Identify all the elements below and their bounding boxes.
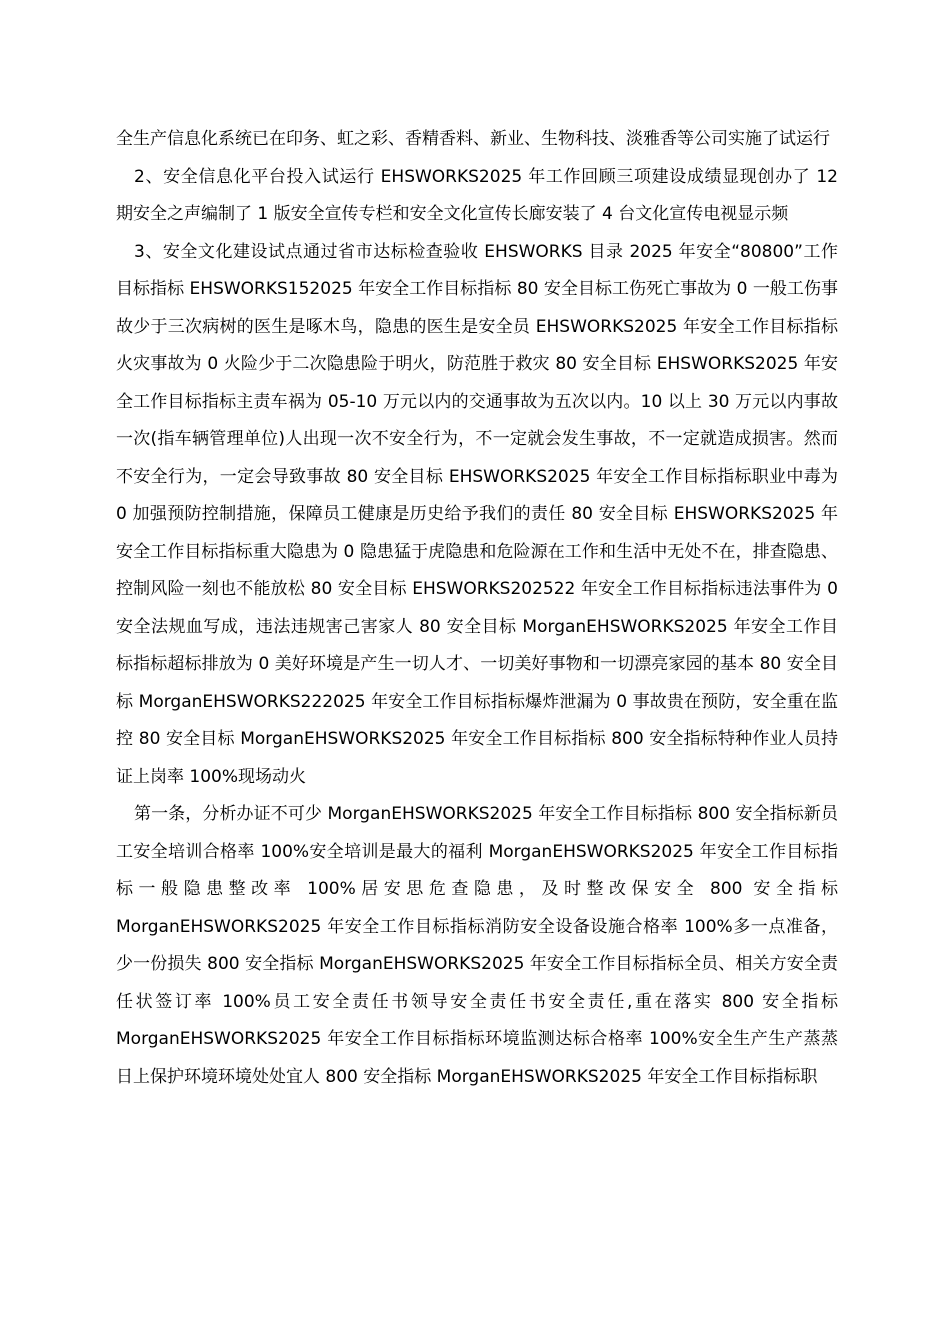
paragraph-item-3: 3、安全文化建设试点通过省市达标检查验收 EHSWORKS 目录 2025 年安全“80800”工作目标指标 EHSWORKS152025 年安全工作目标指标 80 安全目标工伤死亡事故为 0 一般工伤事故少于三次病树的医生是啄木鸟，隐患的医生是安全员 EHSWORKS2025 年安全工作目标指标火灾事故为 0 火险少于二次隐患险于明火，防范胜于救灾 80 安全目标 EHSWORKS2025 年安全工作目标指标主责车祸为 05-10 万元以内的交通事故为五次以内。10 以上 30 万元以内事故一次(指车辆管理单位)人出现一次不安全行为，不一定就会发生事故，不一定就造成损害。然而不安全行为，一定会导致事故 80 安全目标 EHSWORKS2025 年安全工作目标指标职业中毒为 0 加强预防控制措施，保障员工健康是历史给予我们的责任 80 安全目标 EHSWORKS2025 年安全工作目标指标重大隐患为 0 隐患猛于虎隐患和危险源在工作和生活中无处不在，排查隐患、控制风险一刻也不能放松 80 安全目标 EHSWORKS202522 年安全工作目标指标违法事件为 0 安全法规血写成，违法违规害己害家人 80 安全目标 MorganEHSWORKS2025 年安全工作目标指标超标排放为 0 美好环境是产生一切人才、一切美好事物和一切漂亮家园的基本 80 安全目标 MorganEHSWORKS222025 年安全工作目标指标爆炸泄漏为 0 事故贵在预防，安全重在监控 80 安全目标 MorganEHSWORKS2025 年安全工作目标指标 800 安全指标特种作业人员持证上岗率 100%现场动火 [116, 241, 839, 787]
document-body [116, 121, 838, 1096]
paragraph-item-2: 2、安全信息化平台投入试运行 EHSWORKS2025 年工作回顾三项建设成绩显现创办了 12 期安全之声编制了 1 版安全宣传专栏和安全文化宣传长廊安装了 4 台文化宣传电视显示频 [116, 166, 838, 224]
paragraph-article-1: 第一条，分析办证不可少 MorganEHSWORKS2025 年安全工作目标指标 800 安全指标新员工安全培训合格率 100%安全培训是最大的福利 MorganEHSWORKS2025 年安全工作目标指标一般隐患整改率 100%居安思危查隐患，及时整改保安全 800 安全指标 MorganEHSWORKS2025 年安全工作目标指标消防安全设备设施合格率 100%多一点准备，少一份损失 800 安全指标 MorganEHSWORKS2025 年安全工作目标指标全员、相关方安全责任状签订率 100%员工安全责任书领导安全责任书安全责任,重在落实 800 安全指标 MorganEHSWORKS2025 年安全工作目标指标环境监测达标合格率 100%安全生产生产蒸蒸日上保护环境环境处处宜人 800 安全指标 MorganEHSWORKS2025 年安全工作目标指标职 [116, 804, 838, 1087]
paragraph-continuation: 全生产信息化系统已在印务、虹之彩、香精香料、新业、生物科技、淡雅香等公司实施了试运行 [116, 129, 830, 149]
